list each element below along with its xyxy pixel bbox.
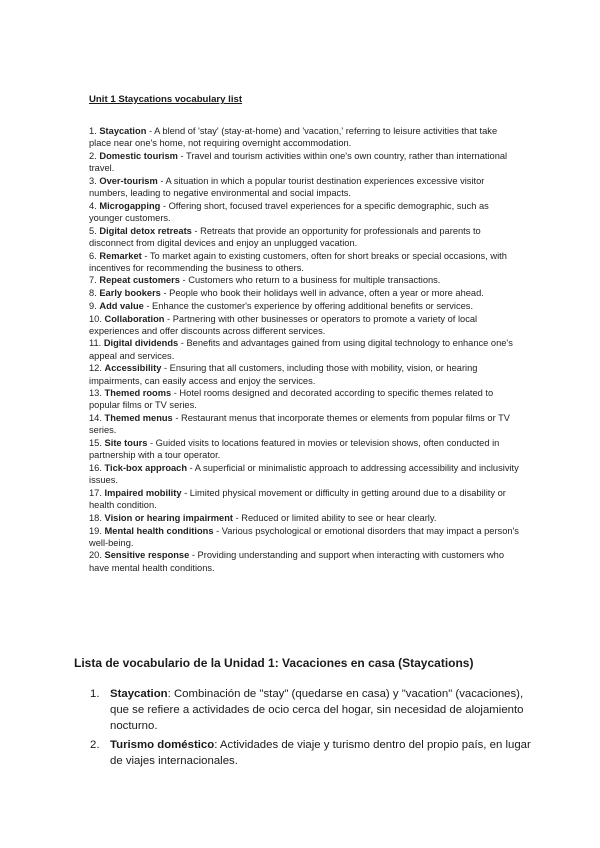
item-term: Accessibility [104, 363, 162, 374]
vocab-item-2 [89, 150, 519, 174]
item-number: 17. [89, 487, 102, 498]
item-term: Collaboration [104, 313, 165, 324]
item-term: Early bookers [99, 288, 161, 299]
spanish-vocabulary-section [74, 656, 534, 772]
item-term: Digital dividends [103, 338, 179, 349]
item-number: 14. [89, 413, 102, 424]
item-term: Themed rooms [104, 388, 172, 399]
vocab-item-12 [89, 362, 519, 386]
item-number: 11. [89, 338, 102, 349]
item-term: Staycation [110, 688, 168, 700]
english-vocabulary-list [89, 125, 519, 574]
vocab-item-16 [89, 462, 519, 486]
english-title: Unit 1 Staycations vocabulary list [89, 94, 243, 105]
item-number: 10. [89, 313, 102, 324]
item-number: 16. [89, 462, 102, 473]
vocab-item-14 [89, 412, 519, 436]
item-number: 18. [89, 512, 102, 523]
item-definition: - A superficial or minimalistic approach to addressing accessibility and inclusivity issues. [89, 462, 519, 486]
vocab-item-5 [89, 225, 519, 249]
item-term: Domestic tourism [99, 150, 178, 161]
item-term: Themed menus [104, 413, 173, 424]
vocab-item-8 [89, 287, 519, 299]
vocab-item-6 [89, 250, 519, 274]
item-term: Add value [99, 300, 144, 311]
item-term: Mental health conditions [104, 525, 214, 536]
item-number: 2. [89, 150, 97, 161]
item-term: Sensitive response [104, 550, 190, 561]
item-number: 20. [89, 550, 102, 561]
item-number: 12. [89, 363, 102, 374]
english-vocabulary-section [89, 94, 519, 574]
item-definition: - A situation in which a popular tourist destination experiences excessive visitor numbers, leading to negative environmental and social impacts. [89, 175, 485, 199]
item-definition: - People who book their holidays well in advance, often a year or more ahead. [160, 288, 484, 299]
item-definition: - Restaurant menus that incorporate themes or elements from popular films or TV series. [89, 413, 510, 436]
vocab-item-13 [89, 387, 519, 411]
item-number: 8. [89, 288, 97, 299]
item-term: Turismo doméstico [110, 739, 215, 751]
item-definition: - Reduced or limited ability to see or hear clearly. [233, 512, 437, 523]
vocab-item-4 [89, 200, 519, 224]
item-term: Repeat customers [99, 275, 180, 286]
item-term: Remarket [99, 250, 142, 261]
vocab-item-1 [89, 125, 519, 149]
item-number: 3. [89, 175, 97, 186]
item-definition: - Hotel rooms designed and decorated according to specific themes related to popular films or TV series. [89, 388, 494, 411]
item-number: 13. [89, 388, 102, 399]
item-definition: - A blend of 'stay' (stay-at-home) and 'vacation,' referring to leisure activities that take place near one's home, not requiring overnight accommodation. [89, 126, 498, 149]
item-term: Site tours [104, 438, 148, 449]
item-definition: - To market again to existing customers, often for short breaks or special occasions, with incentives for recommending the business to others. [89, 250, 507, 273]
item-number: 4. [89, 200, 97, 211]
vocab-item-7 [89, 274, 519, 286]
vocab-item-10 [89, 313, 519, 337]
item-number: 7. [89, 275, 97, 286]
spanish-vocabulary-list [74, 686, 534, 769]
item-definition: - Customers who return to a business for multiple transactions. [179, 275, 441, 286]
vocab-item-3 [89, 175, 519, 199]
item-number: 19. [89, 525, 102, 536]
item-definition: - Guided visits to locations featured in movies or television shows, often conducted in partnership with a tour operator. [89, 438, 500, 461]
item-term: Microgapping [99, 200, 161, 211]
item-term: Digital detox retreats [99, 225, 192, 236]
spanish-title: Lista de vocabulario de la Unidad 1: Vacaciones en casa (Staycations) [74, 656, 474, 670]
item-number: 2. [90, 739, 100, 751]
item-definition: - Travel and tourism activities within one's own country, rather than international travel. [89, 150, 508, 174]
item-definition: - Enhance the customer's experience by offering additional benefits or services. [143, 300, 474, 311]
item-term: Vision or hearing impairment [104, 512, 233, 523]
item-definition: - Providing understanding and support when interacting with customers who have mental health conditions. [89, 550, 504, 573]
spanish-item-2 [74, 737, 534, 769]
item-definition: : Actividades de viaje y turismo dentro del propio país, en lugar de viajes internacionales. [110, 739, 531, 767]
item-number: 1. [89, 126, 97, 136]
item-number: 5. [89, 225, 97, 236]
item-definition: : Combinación de "stay" (quedarse en casa) y "vacation" (vacaciones), que se refiere a actividades de ocio cerca del hogar, sin necesidad de alojamiento nocturno. [110, 688, 524, 732]
item-number: 15. [89, 438, 102, 449]
item-number: 1. [90, 688, 100, 700]
vocab-item-17 [89, 487, 519, 511]
vocab-item-19 [89, 525, 519, 549]
item-term: Impaired mobility [104, 487, 182, 498]
item-definition: - Benefits and advantages gained from using digital technology to enhance one's appeal and services. [89, 338, 513, 361]
vocab-item-18 [89, 512, 519, 524]
item-number: 6. [89, 250, 97, 261]
item-number: 9. [89, 300, 97, 311]
item-definition: - Various psychological or emotional disorders that may impact a person's well-being. [89, 525, 519, 548]
item-definition: - Ensuring that all customers, including those with mobility, vision, or hearing impairments, can easily access and enjoy the services. [89, 363, 478, 386]
item-definition: - Limited physical movement or difficulty in getting around due to a disability or health condition. [89, 487, 506, 511]
vocab-item-20 [89, 549, 519, 573]
item-definition: - Retreats that provide an opportunity for professionals and parents to disconnect from digital devices and enjoy an unplugged vacation. [89, 225, 481, 248]
item-term: Staycation [99, 126, 147, 136]
item-term: Over-tourism [99, 175, 158, 186]
item-definition: - Offering short, focused travel experiences for a specific demographic, such as younger customers. [89, 200, 489, 223]
spanish-item-1 [74, 686, 534, 734]
item-definition: - Partnering with other businesses or operators to promote a variety of local experiences and offer discounts across different services. [89, 313, 478, 336]
vocab-item-15 [89, 437, 519, 461]
item-term: Tick-box approach [104, 462, 188, 473]
vocab-item-9 [89, 300, 519, 312]
vocab-item-11 [89, 337, 519, 361]
